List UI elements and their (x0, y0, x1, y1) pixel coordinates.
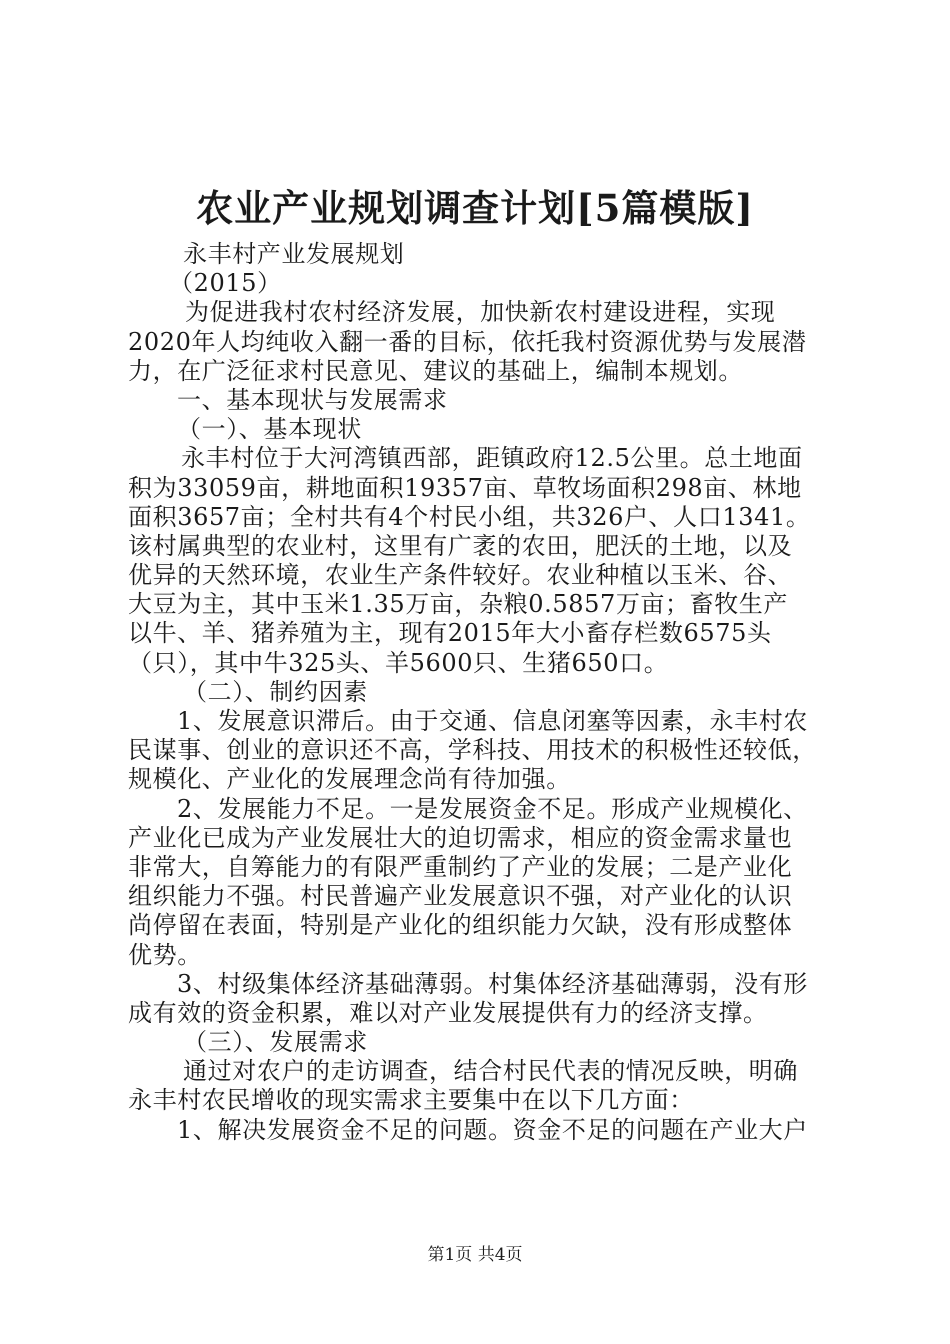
body-line: 1、发展意识滞后。由于交通、信息闭塞等因素，永丰村农 (177, 707, 808, 735)
body-line: 成有效的资金积累，难以对产业发展提供有力的经济支撑。 (128, 998, 768, 1027)
body-line: 永丰村农民增收的现实需求主要集中在以下几方面： (128, 1086, 694, 1115)
body-line: （只），其中牛325头、羊5600只、生猪650口。 (128, 648, 669, 677)
body-line: 力，在广泛征求村民意见、建议的基础上，编制本规划。 (128, 356, 743, 385)
body-line: （2015） (169, 269, 282, 298)
body-line: 永丰村产业发展规划 (183, 240, 405, 268)
body-line: 1、解决发展资金不足的问题。资金不足的问题在产业大户 (177, 1115, 808, 1144)
body-line: 以牛、羊、猪养殖为主，现有2015年大小畜存栏数6575头 (128, 619, 772, 648)
body-line: 尚停留在表面，特别是产业化的组织能力欠缺，没有形成整体 (128, 911, 793, 940)
body-line: 大豆为主，其中玉米1.35万亩，杂粮0.5857万亩；畜牧生产 (128, 590, 789, 619)
body-line: 2020年人均纯收入翻一番的目标，依托我村资源优势与发展潜 (128, 327, 807, 356)
body-line: 产业化已成为产业发展壮大的迫切需求，相应的资金需求量也 (128, 823, 793, 852)
body-line: 一、基本现状与发展需求 (177, 385, 448, 414)
body-line: 永丰村位于大河湾镇西部，距镇政府12.5公里。总土地面 (181, 444, 803, 473)
page-footer: 第1页 共4页 (427, 1245, 523, 1265)
body-line: 通过对农户的走访调查，结合村民代表的情况反映，明确 (183, 1057, 798, 1086)
body-line: 2、发展能力不足。一是发展资金不足。形成产业规模化、 (177, 794, 808, 823)
body-line: 3、村级集体经济基础薄弱。村集体经济基础薄弱，没有形 (177, 969, 808, 998)
body-line: （一）、基本现状 (177, 415, 362, 444)
body-line: 非常大，自筹能力的有限严重制约了产业的发展；二是产业化 (128, 852, 793, 881)
body-line: （二）、制约因素 (183, 677, 368, 706)
body-line: 优异的天然环境，农业生产条件较好。农业种植以玉米、谷、 (128, 561, 793, 590)
body-line: 为促进我村农村经济发展，加快新农村建设进程，实现 (185, 298, 776, 327)
body-line: 组织能力不强。村民普遍产业发展意识不强，对产业化的认识 (128, 882, 793, 911)
body-line: 民谋事、创业的意识还不高，学科技、用技术的积极性还较低， (128, 736, 817, 765)
body-line: 优势。 (128, 940, 202, 969)
body-line: （三）、发展需求 (183, 1028, 368, 1057)
document-body (128, 240, 833, 1145)
body-line: 该村属典型的农业村，这里有广袤的农田，肥沃的土地，以及 (128, 531, 793, 560)
body-line: 积为33059亩，耕地面积19357亩、草牧场面积298亩、林地 (128, 473, 802, 502)
body-line: 规模化、产业化的发展理念尚有待加强。 (128, 765, 571, 794)
body-line: 面积3657亩；全村共有4个村民小组，共326户、人口1341。 (128, 502, 811, 531)
document-title: 农业产业规划调查计划[5篇模版] (196, 186, 754, 230)
